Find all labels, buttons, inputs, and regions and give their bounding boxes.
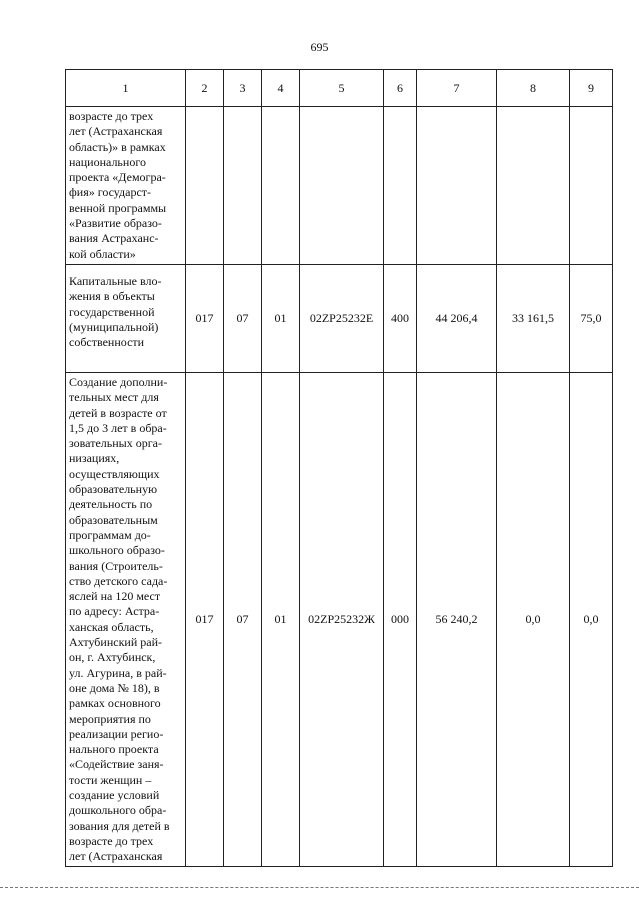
description-line: деятельность по [69,497,153,512]
cell-col-7: 44 206,4 [417,264,497,372]
cell-col-9: 0,0 [570,372,613,867]
description-line: тости женщин – [69,772,152,787]
cell-col-6 [384,107,417,265]
budget-table [65,69,613,867]
cell-col-3: 07 [224,372,262,867]
description-line: возрасте до трех [69,833,154,848]
description-line: вания Астраханс- [69,231,159,246]
description-line: низациях, [69,451,120,466]
description-line: яслей на 120 мест [69,589,161,604]
cell-col-8: 33 161,5 [497,264,570,372]
description-line: оне дома № 18), в [69,680,160,695]
header-col-1: 1 [66,70,186,107]
description-line: ство детского сада- [69,573,168,588]
description-line: собственности [69,335,145,350]
description-line: образовательным [69,512,158,527]
cell-col-5 [300,107,384,265]
description-line: проекта «Демогра- [69,170,166,185]
row-description [66,264,186,372]
table-row [66,372,613,867]
description-line: венной программы [69,200,167,215]
description-line: зования для детей в [69,818,170,833]
cell-col-9 [570,107,613,265]
description-line: тельных мест для [69,390,159,405]
description-line: кой области» [69,246,136,261]
description-line: ул. Агурина, в рай- [69,665,167,680]
description-line: государственной [69,304,155,319]
header-col-6: 6 [384,70,417,107]
description-line: образовательную [69,482,158,497]
description-line: нального проекта [69,742,159,757]
description-line: по адресу: Астра- [69,604,160,619]
description-line: «Развитие образо- [69,216,162,231]
description-line: Капитальные вло- [69,273,162,288]
description-line: Ахтубинский рай- [69,635,162,650]
description-line: дошкольного обра- [69,803,167,818]
description-line: вания (Строитель- [69,558,163,573]
header-col-2: 2 [186,70,224,107]
row-description [66,372,186,867]
cell-col-2: 017 [186,372,224,867]
cell-col-4 [262,107,300,265]
description-line: жения в объекты [69,289,155,304]
cell-col-3: 07 [224,264,262,372]
description-line: осуществляющих [69,466,160,481]
cell-col-5: 02ZP25232E [300,264,384,372]
description-line: лет (Астраханская [69,849,163,864]
description-line: детей в возрасте от [69,405,167,420]
cell-col-7: 56 240,2 [417,372,497,867]
cell-col-4: 01 [262,264,300,372]
page-number: 695 [310,40,329,54]
header-col-7: 7 [417,70,497,107]
description-line: школьного образо- [69,543,165,558]
table-header-row [66,70,613,107]
cell-col-6: 400 [384,264,417,372]
description-line: ханская область, [69,619,154,634]
description-line: реализации регио- [69,726,164,741]
description-line: область)» в рамках [69,139,166,154]
cell-col-6: 000 [384,372,417,867]
cell-col-8 [497,107,570,265]
header-col-3: 3 [224,70,262,107]
cell-col-8: 0,0 [497,372,570,867]
row-description [66,107,186,265]
header-col-5: 5 [300,70,384,107]
description-line: фия» государст- [69,185,152,200]
description-line: создание условий [69,787,160,802]
description-line: 1,5 до 3 лет в обра- [69,420,167,435]
cell-col-7 [417,107,497,265]
description-line: программам до- [69,527,151,542]
description-line: «Содействие заня- [69,757,164,772]
description-line: мероприятия по [69,711,151,726]
cell-col-5: 02ZP25232Ж [300,372,384,867]
table-row [66,264,613,372]
header-col-8: 8 [497,70,570,107]
description-line: Создание дополни- [69,374,168,389]
description-line: лет (Астраханская [69,124,163,139]
header-col-4: 4 [262,70,300,107]
description-line: зовательных орга- [69,436,162,451]
footer-rule [0,887,639,888]
table-row [66,107,613,265]
cell-col-2 [186,107,224,265]
cell-col-9: 75,0 [570,264,613,372]
description-line: рамках основного [69,696,161,711]
description-line: он, г. Ахтубинск, [69,650,156,665]
header-col-9: 9 [570,70,613,107]
description-line: возрасте до трех [69,109,154,123]
cell-col-3 [224,107,262,265]
description-line: национального [69,154,146,169]
cell-col-2: 017 [186,264,224,372]
description-line: (муниципальной) [69,319,159,334]
cell-col-4: 01 [262,372,300,867]
